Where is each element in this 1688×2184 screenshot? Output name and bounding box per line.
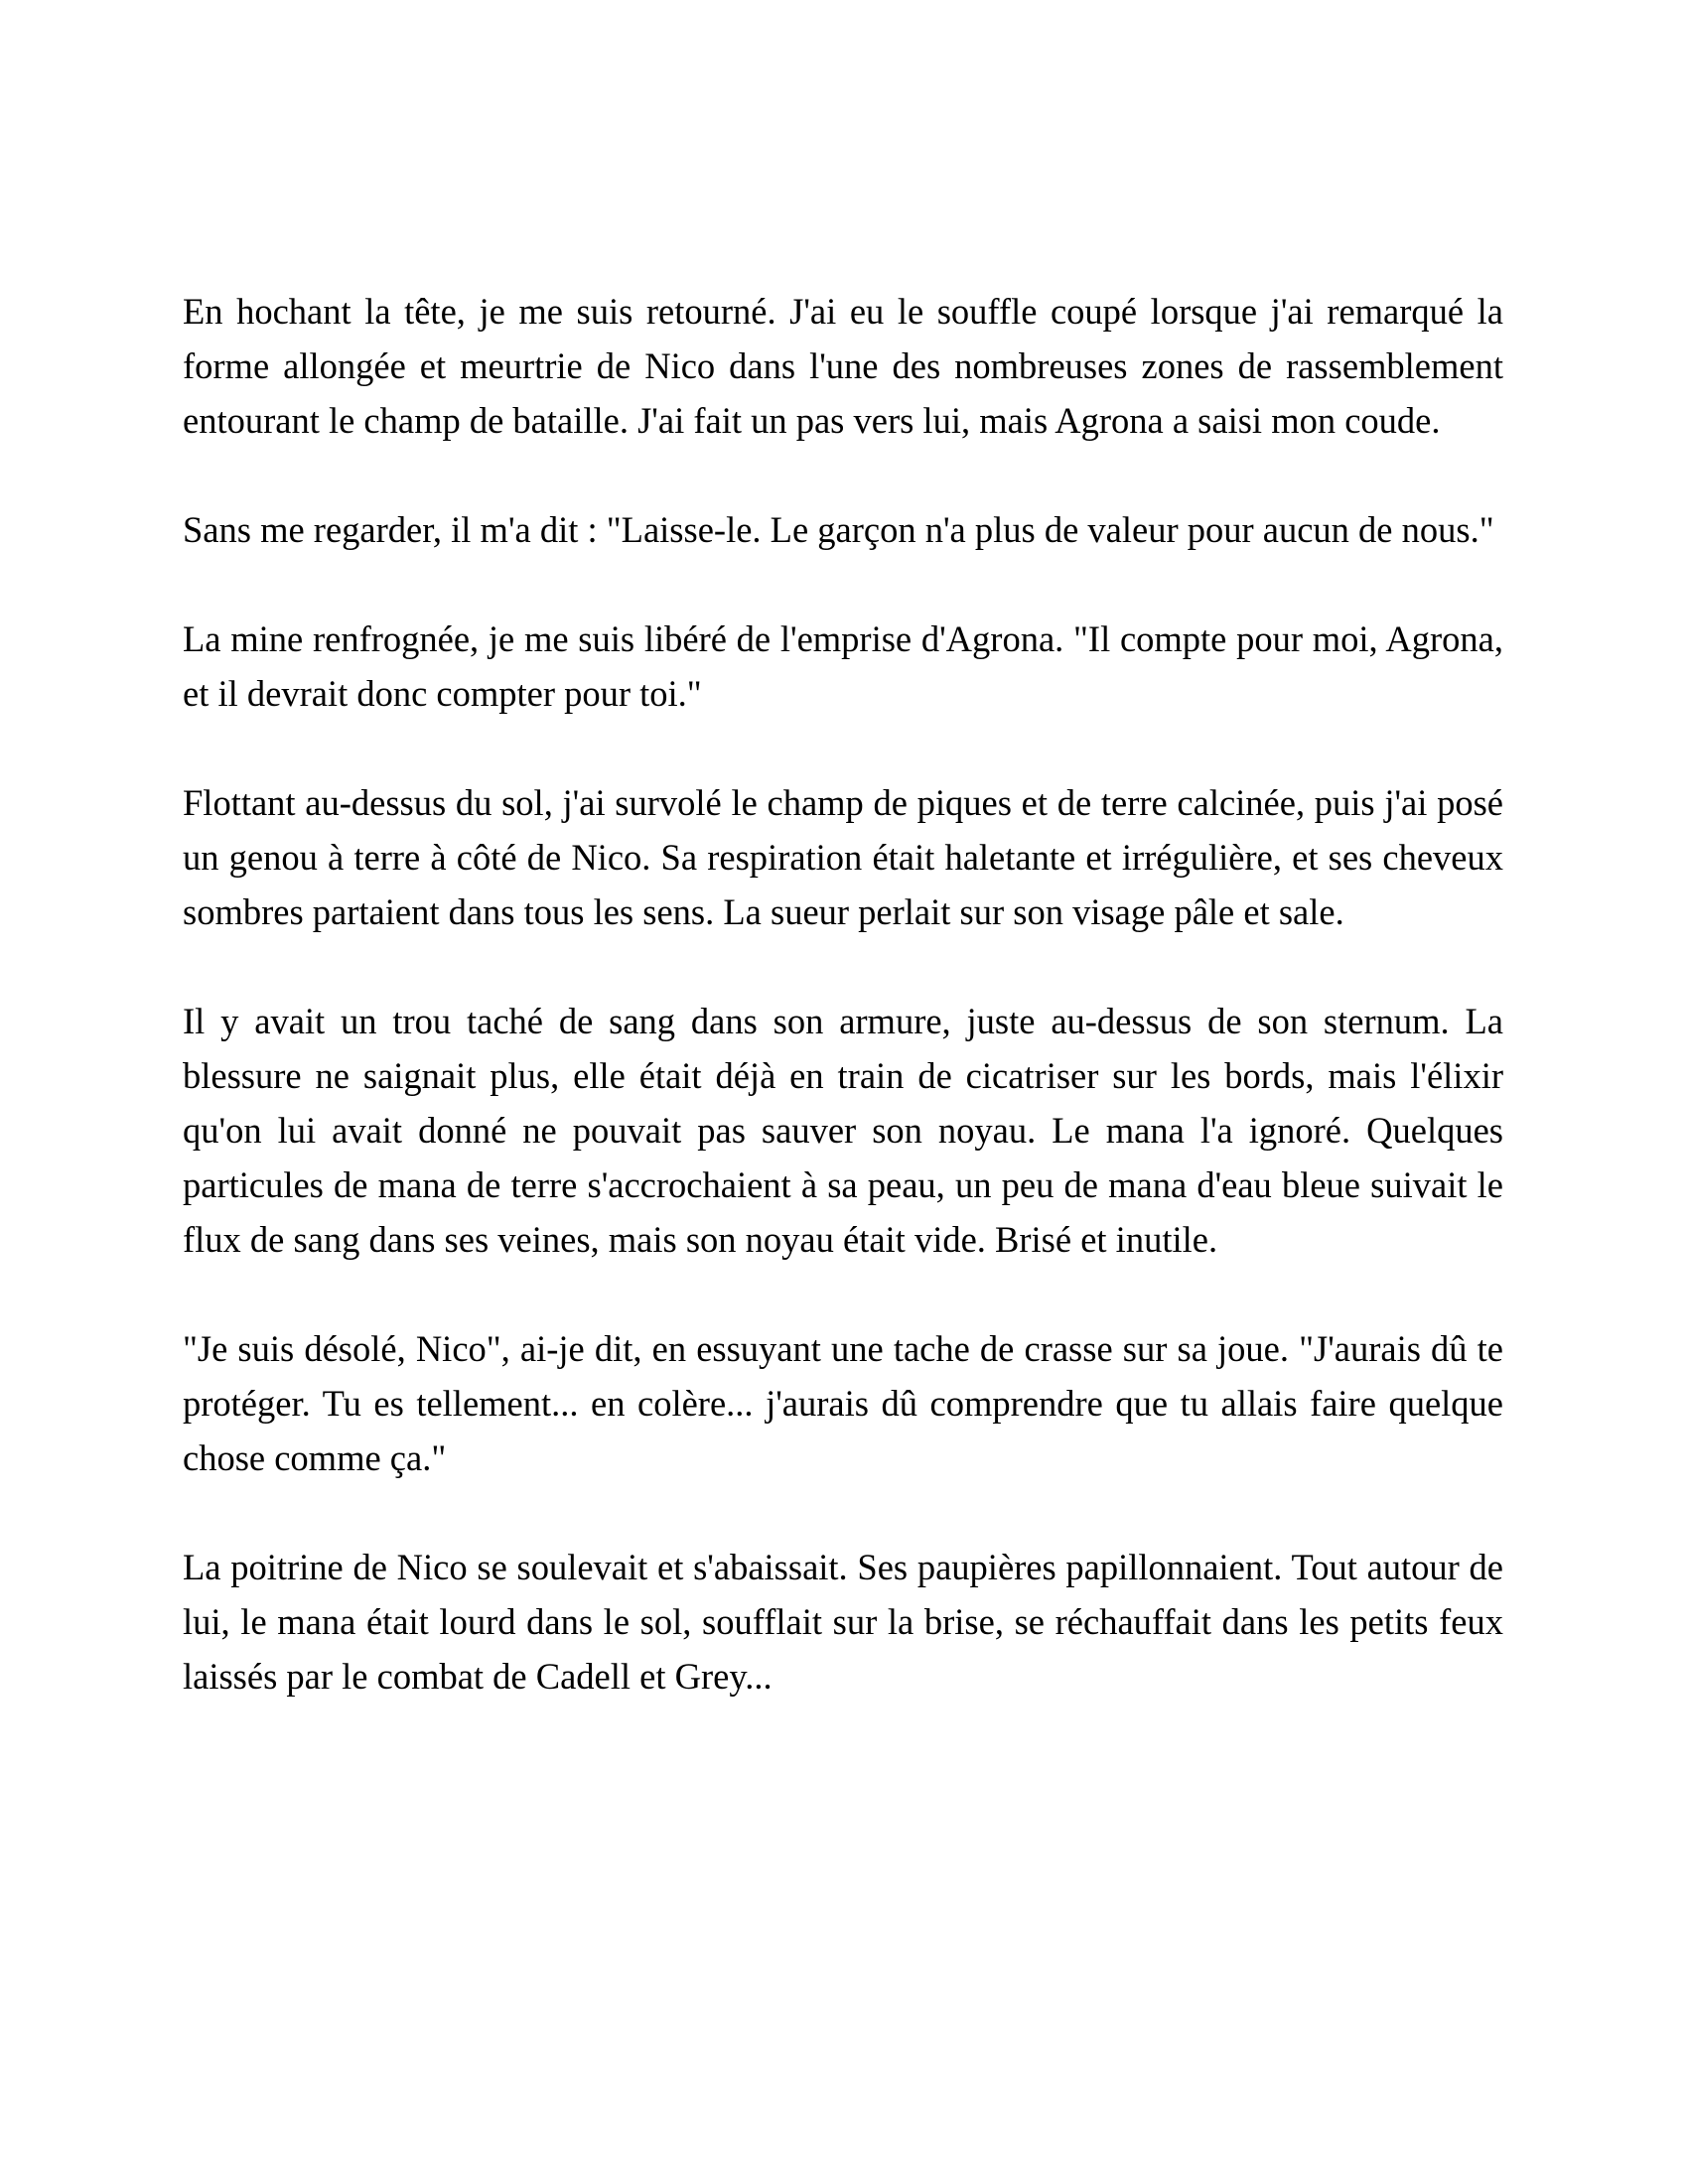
paragraph-4: Flottant au-dessus du sol, j'ai survolé le champ de piques et de terre calcinée, puis j'ai posé un genou à terre à côté de Nico. Sa respiration était haletante et irrégulière, et ses cheveux sombres partaient dans tous les sens. La sueur perlait sur son visage pâle et sale. (183, 782, 1503, 932)
paragraph-3: La mine renfrognée, je me suis libéré de l'emprise d'Agrona. "Il compte pour moi, Agrona, et il devrait donc compter pour toi." (183, 618, 1503, 714)
paragraph-2: Sans me regarder, il m'a dit : "Laisse-le. Le garçon n'a plus de valeur pour aucun de nous." (183, 509, 1494, 550)
paragraph-6: "Je suis désolé, Nico", ai-je dit, en essuyant une tache de crasse sur sa joue. "J'aurais dû te protéger. Tu es tellement... en colère... j'aurais dû comprendre que tu allais faire quelque chose comme ça." (183, 1328, 1503, 1478)
paragraph-1: En hochant la tête, je me suis retourné. J'ai eu le souffle coupé lorsque j'ai remarqué la forme allongée et meurtrie de Nico dans l'une des nombreuses zones de rassemblement entourant le champ de bataille. J'ai fait un pas vers lui, mais Agrona a saisi mon coude. (183, 291, 1503, 441)
paragraph-5: Il y avait un trou taché de sang dans son armure, juste au-dessus de son sternum. La blessure ne saignait plus, elle était déjà en train de cicatriser sur les bords, mais l'élixir qu'on lui avait donné ne pouvait pas sauver son noyau. Le mana l'a ignoré. Quelques particules de mana de terre s'accrochaient à sa peau, un peu de mana d'eau bleue suivait le flux de sang dans ses veines, mais son noyau était vide. Brisé et inutile. (183, 1001, 1503, 1260)
paragraph-7: La poitrine de Nico se soulevait et s'abaissait. Ses paupières papillonnaient. Tout autour de lui, le mana était lourd dans le sol, soufflait sur la brise, se réchauffait dans les petits feux laissés par le combat de Cadell et Grey... (183, 1547, 1503, 1697)
document-page (183, 284, 1503, 1704)
